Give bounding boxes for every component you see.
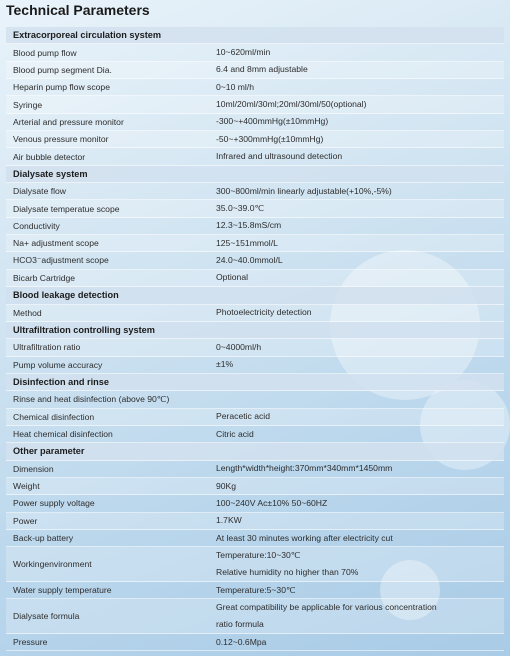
parameter-label: Power supply voltage [13,498,95,509]
parameter-value [210,79,504,96]
table-row [6,426,504,443]
section-header: Dialysate system [6,166,504,183]
parameter-label: Blood pump segment Dia. [13,64,112,75]
parameter-value [210,339,504,356]
parameter-value-line: 0~10 ml/h [216,81,254,92]
parameter-label: Dialysate formula [13,611,80,622]
table-row [6,131,504,148]
parameter-value [210,131,504,148]
parameter-value-line: Great compatibility be applicable for various concentration [216,601,437,612]
parameter-label: Heparin pump flow scope [13,82,110,93]
parameter-label: Syringe [13,99,43,110]
table-row [6,634,504,651]
parameter-value-line: Optional [216,272,249,283]
table-row [6,96,504,113]
table-row [6,582,504,599]
table-row [6,547,504,582]
parameter-value-line: Relative humidity no higher than 70% [216,567,359,578]
parameter-value-line: ratio formula [216,619,264,630]
table-row [6,148,504,165]
parameter-value [210,252,504,269]
parameter-value-line: 1.7KW [216,515,242,526]
parameter-value-line: Peracetic acid [216,411,270,422]
parameters-table [6,27,504,651]
table-row [6,183,504,200]
parameter-label: HCO3⁻adjustment scope [13,255,109,266]
page-title: Technical Parameters [6,2,150,18]
parameter-label: Back-up battery [13,533,74,544]
parameter-label: Method [13,307,42,318]
table-row [6,513,504,530]
parameter-value [210,217,504,234]
parameter-label: Bicarb Cartridge [13,272,76,283]
parameter-label: Heat chemical disinfection [13,429,113,440]
parameter-value [210,200,504,217]
parameter-label: Ultrafiltration ratio [13,342,81,353]
parameter-value-line: 100~240V Ac±10% 50~60HZ [216,497,328,508]
parameter-label: Dimension [13,463,54,474]
parameter-value [210,495,504,512]
parameter-value-line: Temperature:5~30℃ [216,584,296,595]
table-row [6,79,504,96]
parameter-value [210,269,504,286]
parameter-value-line: Infrared and ultrasound detection [216,151,343,162]
parameter-label: Blood pump flow [13,47,77,58]
parameter-label: Rinse and heat disinfection (above 90℃) [13,393,170,404]
parameter-value [210,408,504,425]
parameter-value [210,44,504,61]
parameter-label: Air bubble detector [13,151,86,162]
table-row [6,495,504,512]
section-header: Disinfection and rinse [6,374,504,391]
table-row [6,461,504,478]
parameter-label: Dialysate flow [13,186,67,197]
parameter-value [210,183,504,200]
table-row [6,218,504,235]
parameter-value-line: 90Kg [216,480,237,491]
table-row [6,599,504,634]
parameter-value-line: 10~620ml/min [216,47,271,58]
parameter-value [210,547,504,582]
parameter-label: Dialysate temperatue scope [13,203,120,214]
section-header: Other parameter [6,443,504,460]
parameter-value-line: 10ml/20ml/30ml;20ml/30ml/50(optional) [216,99,367,110]
parameter-value-line: 24.0~40.0mmol/L [216,255,283,266]
table-row [6,200,504,217]
parameter-value-line: 35.0~39.0℃ [216,203,265,214]
parameter-label: Water supply temperature [13,585,112,596]
parameter-value-line: -300~+400mmHg(±10mmHg) [216,116,329,127]
parameter-value [210,426,504,443]
parameter-value-line: 12.3~15.8mS/cm [216,220,282,231]
parameter-value-line: 0.12~0.6Mpa [216,636,267,647]
parameter-value [210,634,504,651]
parameter-value [210,478,504,495]
parameter-value-line: 0~4000ml/h [216,341,262,352]
table-row [6,270,504,287]
table-row [6,530,504,547]
parameter-value-line: At least 30 minutes working after electricity cut [216,532,393,543]
parameter-value [210,96,504,113]
parameter-value [210,582,504,599]
parameter-value [210,356,504,373]
parameter-value-line: Temperature:10~30℃ [216,549,301,560]
parameter-label: Na+ adjustment scope [13,238,99,249]
table-row [6,357,504,374]
parameter-value-line: 300~800ml/min linearly adjustable(+10%,-5%) [216,185,392,196]
table-row [6,305,504,322]
section-header: Blood leakage detection [6,287,504,304]
parameter-label: Arterial and pressure monitor [13,116,124,127]
section-header: Ultrafiltration controlling system [6,322,504,339]
table-row [6,114,504,131]
parameter-value [210,599,504,634]
parameter-label: Pressure [13,637,48,648]
parameter-value [210,460,504,477]
parameter-value-line: ±1% [216,359,234,370]
parameter-label: Chemical disinfection [13,411,95,422]
parameter-value [210,61,504,78]
table-row [6,339,504,356]
table-row [6,391,504,408]
parameter-value-line: Photoelectricity detection [216,307,312,318]
parameter-label: Workingenvironment [13,559,92,570]
parameter-label: Venous pressure monitor [13,134,109,145]
parameter-value-line: Citric acid [216,428,254,439]
table-row [6,62,504,79]
parameter-value [210,148,504,165]
table-row [6,478,504,495]
parameter-label: Weight [13,481,40,492]
section-header: Extracorporeal circulation system [6,27,504,44]
table-row [6,409,504,426]
table-row [6,44,504,61]
parameter-value [210,235,504,252]
parameter-value-line: -50~+300mmHg(±10mmHg) [216,133,324,144]
table-row [6,252,504,269]
parameter-value-line: 6.4 and 8mm adjustable [216,64,308,75]
parameter-value-line: Length*width*height:370mm*340mm*1450mm [216,463,393,474]
parameter-value [210,530,504,547]
parameter-value-line: 125~151mmol/L [216,237,278,248]
parameter-label: Conductivity [13,220,60,231]
parameter-value [210,113,504,130]
parameter-label: Power [13,515,38,526]
parameter-label: Pump volume accuracy [13,359,103,370]
table-row [6,235,504,252]
parameter-value [210,512,504,529]
parameter-value [210,304,504,321]
